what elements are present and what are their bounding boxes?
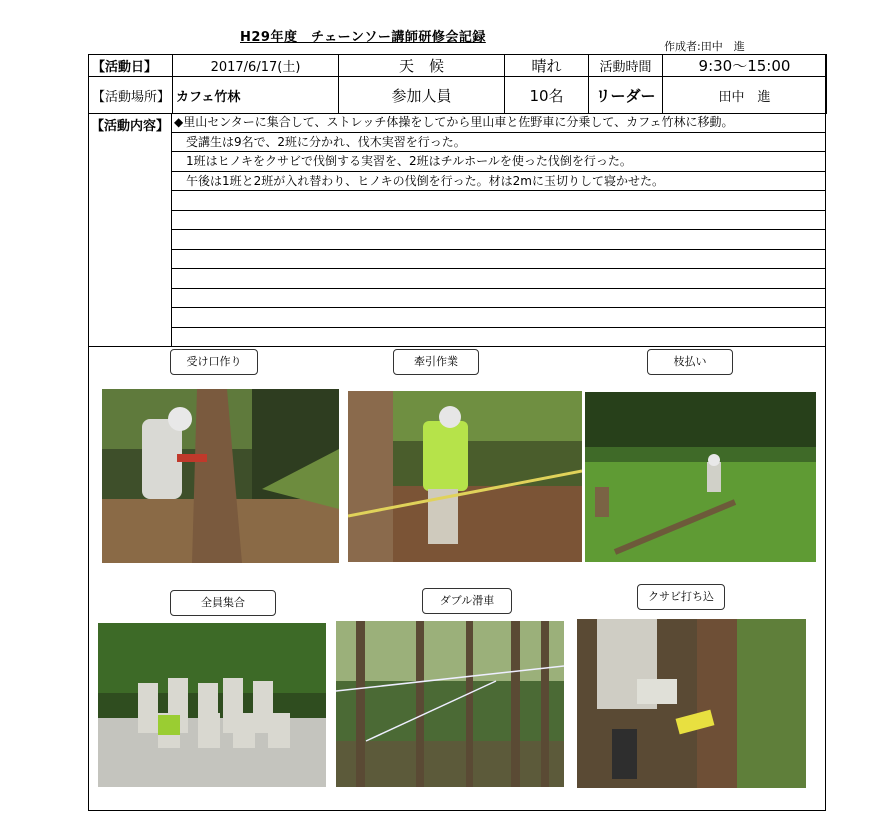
weather-value: 晴れ: [505, 55, 589, 77]
content-label: 【活動内容】: [88, 113, 172, 347]
photo-caption: クサビ打ち込: [637, 584, 725, 610]
content-line: [172, 230, 826, 250]
info-table: [88, 54, 827, 114]
photo-caption: 受け口作り: [170, 349, 258, 375]
photo-caption: 牽引作業: [393, 349, 479, 375]
participants-value: 10名: [505, 77, 589, 114]
time-label: 活動時間: [589, 55, 663, 77]
photo-towing: [348, 391, 582, 562]
content-line: [172, 308, 826, 328]
photo-notch-cutting: [102, 389, 339, 563]
date-label: 【活動日】: [89, 55, 173, 77]
content-line: [172, 269, 826, 289]
page-title: H29年度 チェーンソー講師研修会記録: [240, 30, 486, 45]
photo-caption: 全員集合: [170, 590, 276, 616]
photo-pruning: [585, 392, 816, 562]
leader-label: リーダー: [589, 77, 663, 114]
photo-caption: 枝払い: [647, 349, 733, 375]
content-line: 1班はヒノキをクサビで伐倒する実習を、2班はチルホールを使った伐倒を行った。: [172, 152, 826, 172]
photo-caption: ダブル滑車: [422, 588, 512, 614]
content-line: [172, 289, 826, 309]
content-line: ◆里山センターに集合して、ストレッチ体操をしてから里山車と佐野車に分乗して、カフェ竹林に移動。: [172, 113, 826, 133]
content-line: [172, 211, 826, 231]
content-line: 受講生は9名で、2班に分かれ、伐木実習を行った。: [172, 133, 826, 153]
photo-double-pulley: [336, 621, 564, 787]
content-divider: [88, 346, 826, 347]
info-row-place: [89, 77, 827, 114]
participants-label: 参加人員: [339, 77, 505, 114]
content-lines: [172, 113, 826, 347]
time-value: 9:30〜15:00: [663, 55, 827, 77]
content-line: [172, 250, 826, 270]
content-line: [172, 191, 826, 211]
place-value: カフェ竹林: [173, 77, 339, 114]
photo-wedge: [577, 619, 806, 788]
weather-label: 天 候: [339, 55, 505, 77]
place-label: 【活動場所】: [89, 77, 173, 114]
author: 作成者:田中 進: [664, 40, 745, 53]
content-line: 午後は1班と2班が入れ替わり、ヒノキの伐倒を行った。材は2mに玉切りして寝かせた。: [172, 172, 826, 192]
info-row-date: [89, 55, 827, 77]
content-line: [172, 328, 826, 348]
leader-value: 田中 進: [663, 77, 827, 114]
date-value: 2017/6/17(土): [173, 55, 339, 77]
activity-content: [88, 113, 826, 347]
photo-group: [98, 623, 326, 787]
